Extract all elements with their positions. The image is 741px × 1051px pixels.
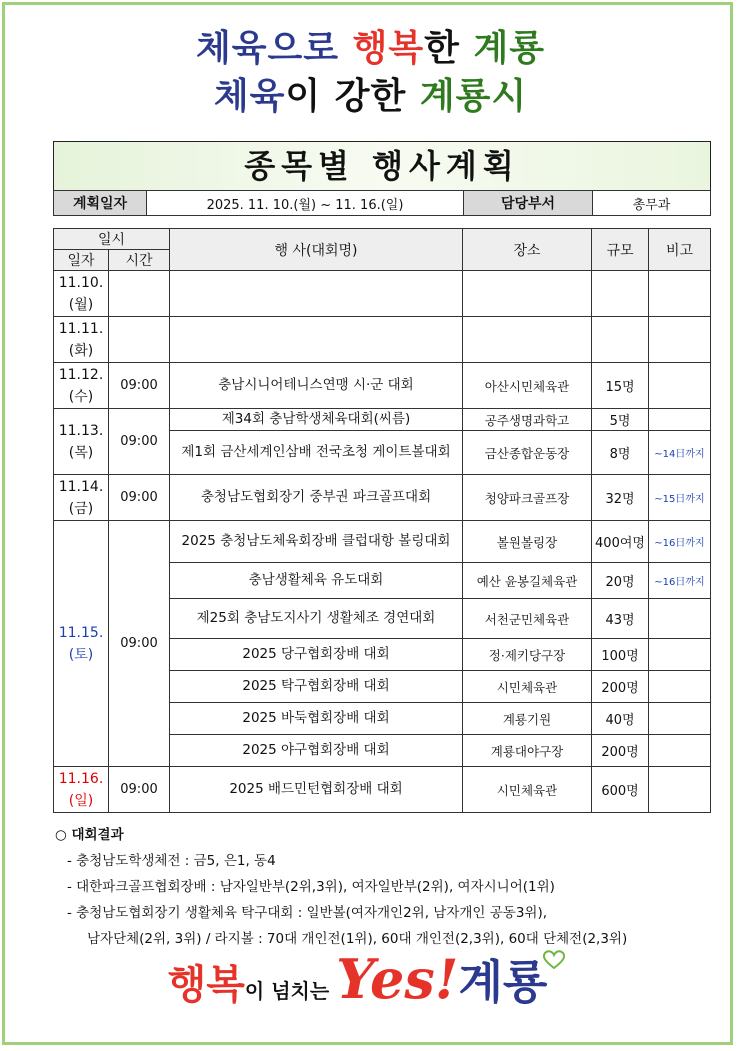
footer-text: 행복 <box>167 961 245 1008</box>
note-cell <box>649 599 711 639</box>
note-cell <box>649 703 711 735</box>
heart-icon <box>541 950 567 970</box>
header-scale: 규모 <box>592 229 649 271</box>
event-cell: 충남생활체육 유도대회 <box>170 563 463 599</box>
event-cell: 2025 당구협회장배 대회 <box>170 639 463 671</box>
slogan-text: 계룡시 <box>419 75 528 117</box>
day-text: (토) <box>68 646 94 663</box>
place-cell: 계룡기원 <box>463 703 592 735</box>
table-row <box>54 363 711 409</box>
time-cell: 09:00 <box>109 363 170 409</box>
day-text: (목) <box>68 444 94 461</box>
results-line: - 대한파크골프협회장배 : 남자일반부(2위,3위), 여자일반부(2위), 여자시니어(1위) <box>67 879 555 895</box>
place-cell: 금산종합운동장 <box>463 431 592 475</box>
dept-label: 담당부서 <box>464 191 593 216</box>
scale-cell: 20명 <box>592 563 649 599</box>
time-cell: 09:00 <box>109 475 170 521</box>
place-cell: 시민체육관 <box>463 767 592 813</box>
header-date: 일자 <box>54 250 109 271</box>
place-cell: 공주생명과학고 <box>463 409 592 431</box>
footer-text: 이 넘치는 <box>244 979 337 1003</box>
event-cell <box>170 317 463 363</box>
note-cell <box>649 671 711 703</box>
place-cell: 정·제키당구장 <box>463 639 592 671</box>
note-cell <box>649 363 711 409</box>
date-cell <box>54 521 109 767</box>
place-cell: 아산시민체육관 <box>463 363 592 409</box>
time-cell: 09:00 <box>109 521 170 767</box>
results-line: - 충청남도학생체전 : 금5, 은1, 동4 <box>67 853 276 869</box>
table-row <box>54 475 711 521</box>
note-cell: ~15日까지 <box>649 475 711 521</box>
slogan-text: 이 강한 <box>285 75 420 117</box>
header-note: 비고 <box>649 229 711 271</box>
results-line: 남자단체(2위, 3위) / 라지볼 : 70대 개인전(1위), 60대 개인전(2,3위), 60대 단체전(2,3위) <box>87 931 628 947</box>
event-cell: 충청남도협회장기 중부권 파크골프대회 <box>170 475 463 521</box>
header-time: 시간 <box>109 250 170 271</box>
date-cell <box>54 409 109 475</box>
place-cell <box>463 271 592 317</box>
results-line: - 충청남도협회장기 생활체육 탁구대회 : 일반볼(여자개인2위, 남자개인 공동3위), <box>67 905 548 921</box>
date-cell <box>54 363 109 409</box>
footer-slogan <box>0 946 741 1012</box>
note-cell <box>649 409 711 431</box>
place-cell: 볼원볼링장 <box>463 521 592 563</box>
slogan-text: 행복 <box>352 27 425 69</box>
scale-cell: 200명 <box>592 671 649 703</box>
date-cell <box>54 767 109 813</box>
note-cell <box>649 735 711 767</box>
time-cell: 09:00 <box>109 767 170 813</box>
slogan-text: 체육으로 <box>195 27 353 69</box>
event-cell: 제25회 충남도지사기 생활체조 경연대회 <box>170 599 463 639</box>
day-text: (일) <box>68 792 94 809</box>
note-cell: ~16日까지 <box>649 563 711 599</box>
scale-cell: 40명 <box>592 703 649 735</box>
table-row <box>54 409 711 431</box>
event-cell: 제34회 충남학생체육대회(씨름) <box>170 409 463 431</box>
note-cell <box>649 767 711 813</box>
scale-cell: 600명 <box>592 767 649 813</box>
note-cell <box>649 639 711 671</box>
note-cell <box>649 271 711 317</box>
scale-cell: 32명 <box>592 475 649 521</box>
scale-cell: 8명 <box>592 431 649 475</box>
note-cell <box>649 317 711 363</box>
date-text: 11.10. <box>58 274 104 291</box>
table-row <box>54 271 711 317</box>
schedule-table <box>53 228 711 813</box>
table-row <box>54 521 711 563</box>
date-text: 11.14. <box>58 478 104 495</box>
place-cell: 계룡대야구장 <box>463 735 592 767</box>
day-text: (월) <box>68 296 94 313</box>
scale-cell: 43명 <box>592 599 649 639</box>
slogan-text: 한 <box>424 27 474 69</box>
header-datetime: 일시 <box>54 229 170 250</box>
place-cell: 청양파크골프장 <box>463 475 592 521</box>
dept-value: 총무과 <box>593 191 711 216</box>
plan-date-value: 2025. 11. 10.(월) ~ 11. 16.(일) <box>147 191 464 216</box>
event-cell <box>170 271 463 317</box>
day-text: (수) <box>68 388 94 405</box>
event-cell: 제1회 금산세계인삼배 전국초청 게이트볼대회 <box>170 431 463 475</box>
scale-cell <box>592 271 649 317</box>
day-text: (화) <box>68 342 94 359</box>
results-section <box>55 822 715 952</box>
scale-cell: 5명 <box>592 409 649 431</box>
date-cell <box>54 271 109 317</box>
table-row <box>54 317 711 363</box>
header-place: 장소 <box>463 229 592 271</box>
date-text: 11.15. <box>58 624 104 641</box>
scale-cell: 100명 <box>592 639 649 671</box>
event-cell: 2025 탁구협회장배 대회 <box>170 671 463 703</box>
slogan-line-1 <box>0 20 741 71</box>
footer-text: 계룡 <box>458 955 548 1009</box>
scale-cell: 200명 <box>592 735 649 767</box>
scale-cell <box>592 317 649 363</box>
plan-info-table <box>53 190 711 216</box>
scale-cell: 15명 <box>592 363 649 409</box>
event-cell: 2025 야구협회장배 대회 <box>170 735 463 767</box>
date-cell <box>54 475 109 521</box>
slogan-line-2 <box>0 68 741 119</box>
event-cell: 2025 배드민턴협회장배 대회 <box>170 767 463 813</box>
plan-date-label: 계획일자 <box>54 191 147 216</box>
time-cell: 09:00 <box>109 409 170 475</box>
scale-cell: 400여명 <box>592 521 649 563</box>
note-cell: ~14日까지 <box>649 431 711 475</box>
page-title: 종목별 행사계획 <box>53 141 711 191</box>
place-cell: 예산 윤봉길체육관 <box>463 563 592 599</box>
results-title: ○ 대회결과 <box>55 827 124 843</box>
date-text: 11.16. <box>58 770 104 787</box>
day-text: (금) <box>68 500 94 517</box>
event-cell: 2025 바둑협회장배 대회 <box>170 703 463 735</box>
slogan-text: 계룡 <box>473 27 546 69</box>
date-text: 11.11. <box>58 320 104 337</box>
table-row <box>54 767 711 813</box>
date-text: 11.13. <box>58 422 104 439</box>
place-cell: 시민체육관 <box>463 671 592 703</box>
time-cell <box>109 317 170 363</box>
date-text: 11.12. <box>58 366 104 383</box>
place-cell <box>463 317 592 363</box>
footer-text: Yes! <box>336 947 459 1011</box>
slogan-text: 체육 <box>213 75 286 117</box>
event-cell: 충남시니어테니스연맹 시·군 대회 <box>170 363 463 409</box>
note-cell: ~16日까지 <box>649 521 711 563</box>
time-cell <box>109 271 170 317</box>
place-cell: 서천군민체육관 <box>463 599 592 639</box>
header-event: 행 사(대회명) <box>170 229 463 271</box>
date-cell <box>54 317 109 363</box>
event-cell: 2025 충청남도체육회장배 클럽대항 볼링대회 <box>170 521 463 563</box>
